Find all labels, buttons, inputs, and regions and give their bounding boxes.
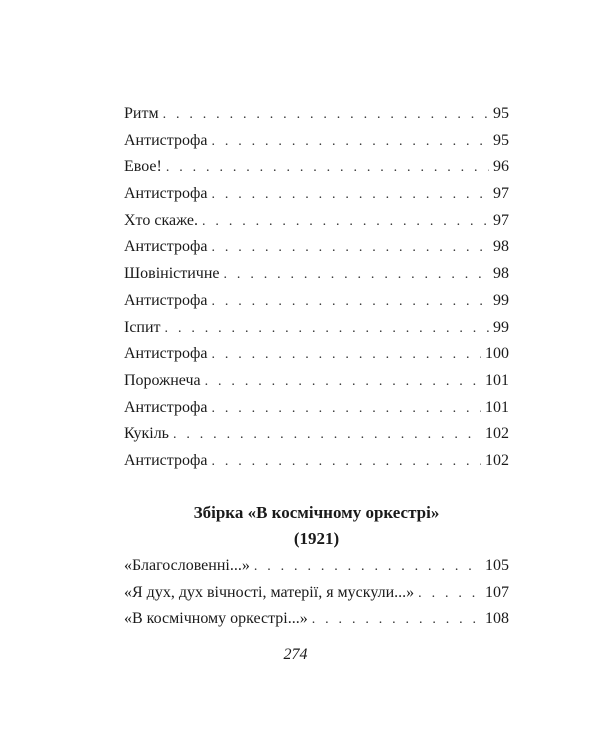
toc-leader-dots xyxy=(211,342,481,369)
toc-entry xyxy=(124,128,509,155)
toc-entry-title: Ритм xyxy=(124,105,159,122)
toc-leader-dots xyxy=(211,235,489,262)
toc-entry-page: 108 xyxy=(485,610,509,628)
toc-entry-title: «Я дух, дух вічності, матерії, я мускули...» xyxy=(124,583,415,601)
section-year: (1921) xyxy=(293,529,340,548)
toc-leader-dots xyxy=(312,607,481,634)
toc-leader-dots xyxy=(211,289,489,316)
toc-entry-title: Шовіністичне xyxy=(124,265,220,283)
toc-entry-title: Антистрофа xyxy=(124,238,208,256)
toc-entry-page: 96 xyxy=(493,158,509,176)
toc-entry-page: 107 xyxy=(485,583,509,601)
toc-entry-title: Антистрофа xyxy=(124,291,208,309)
toc-entry-title: Іспит xyxy=(124,318,161,336)
section-table-of-contents xyxy=(124,553,509,633)
toc-entry xyxy=(124,181,509,208)
toc-entry-title: Антистрофа xyxy=(124,185,208,203)
toc-entry xyxy=(124,421,509,448)
section-title: Збірка «В космічному оркестрі» xyxy=(193,503,440,522)
toc-entry xyxy=(124,448,509,475)
toc-entry-title: Порожнеча xyxy=(124,371,201,389)
toc-leader-dots xyxy=(173,422,481,449)
toc-leader-dots xyxy=(163,102,489,129)
toc-entry-title: Евое! xyxy=(124,158,162,176)
toc-leader-dots xyxy=(211,449,481,476)
toc-entry-page: 98 xyxy=(493,265,509,283)
toc-entry-page: 97 xyxy=(493,211,509,229)
toc-leader-dots xyxy=(254,554,481,581)
toc-entry-page: 97 xyxy=(493,185,509,203)
toc-entry-page: 105 xyxy=(485,557,509,574)
toc-entry xyxy=(124,553,509,580)
toc-leader-dots xyxy=(211,396,481,423)
toc-entry xyxy=(124,606,509,633)
toc-entry-page: 95 xyxy=(493,105,509,122)
toc-leader-dots xyxy=(211,182,489,209)
toc-entry xyxy=(124,315,509,342)
toc-entry-title: Антистрофа xyxy=(124,398,208,416)
toc-entry-title: Антистрофа xyxy=(124,345,208,363)
toc-entry xyxy=(124,368,509,395)
toc-entry-title: Хто скаже. xyxy=(124,211,199,229)
toc-entry xyxy=(124,234,509,261)
toc-entry xyxy=(124,101,509,128)
toc-entry-title: Антистрофа xyxy=(124,451,208,469)
toc-entry-page: 102 xyxy=(485,425,509,443)
toc-entry xyxy=(124,580,509,607)
toc-entry xyxy=(124,395,509,422)
toc-entry xyxy=(124,288,509,315)
toc-leader-dots xyxy=(166,155,489,182)
toc-leader-dots xyxy=(165,316,489,343)
toc-entry-title: Кукіль xyxy=(124,425,169,443)
toc-entry xyxy=(124,208,509,235)
toc-entry xyxy=(124,341,509,368)
toc-entry-page: 101 xyxy=(485,398,509,416)
toc-entry xyxy=(124,154,509,181)
toc-leader-dots xyxy=(418,581,481,608)
section-heading xyxy=(124,500,509,552)
toc-entry xyxy=(124,261,509,288)
toc-entry-page: 99 xyxy=(493,318,509,336)
toc-entry-page: 101 xyxy=(485,371,509,389)
toc-entry-page: 98 xyxy=(493,238,509,256)
table-of-contents xyxy=(124,101,509,475)
toc-entry-title: «В космічному оркестрі...» xyxy=(124,610,308,628)
toc-entry-title: «Благословенні...» xyxy=(124,557,250,574)
toc-entry-page: 102 xyxy=(485,451,509,469)
page-number: 274 xyxy=(283,646,308,663)
toc-leader-dots xyxy=(224,262,489,289)
toc-leader-dots xyxy=(211,129,489,156)
toc-entry-page: 95 xyxy=(493,131,509,149)
toc-entry-page: 100 xyxy=(485,345,509,363)
toc-leader-dots xyxy=(205,369,481,396)
toc-entry-title: Антистрофа xyxy=(124,131,208,149)
toc-leader-dots xyxy=(202,209,489,236)
toc-entry-page: 99 xyxy=(493,291,509,309)
